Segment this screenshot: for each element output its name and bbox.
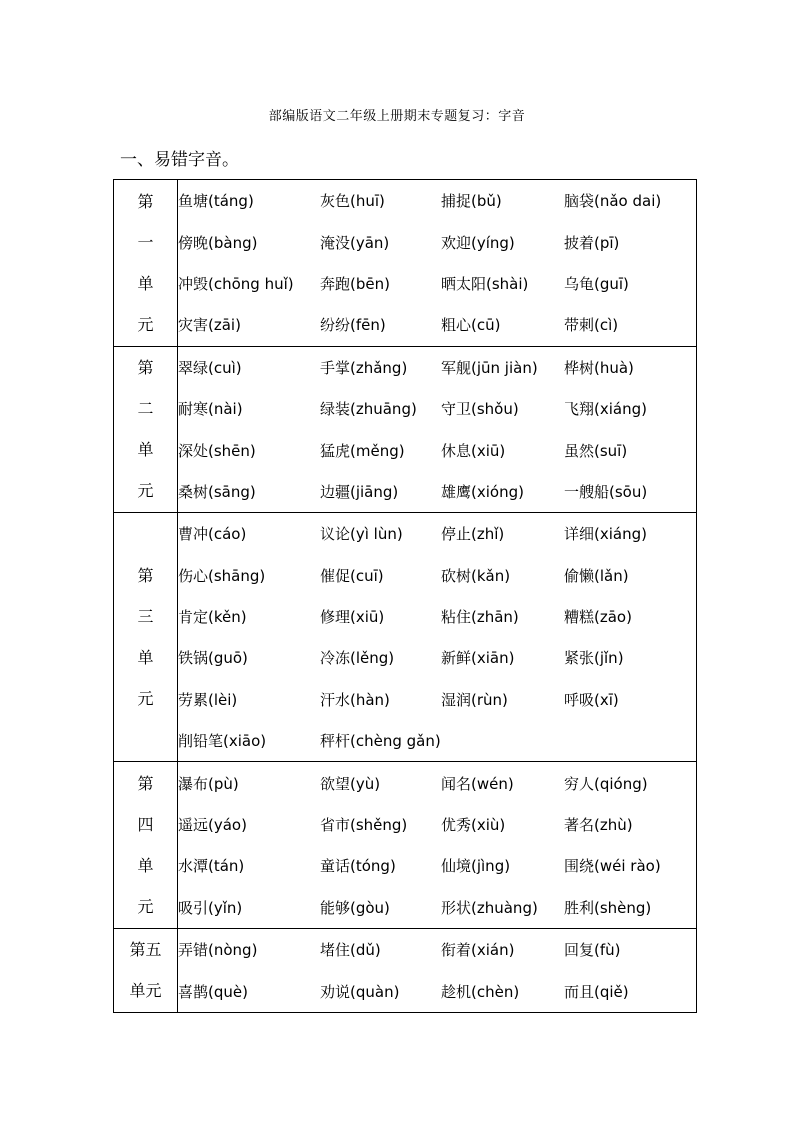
vocab-word: 形状(zhuàng) (441, 898, 538, 917)
vocab-word: 冷冻(lěng) (320, 649, 395, 668)
section-heading: 一、易错字音。 (120, 150, 239, 170)
vocab-word: 削铅笔(xiāo) (178, 732, 267, 751)
vocab-word: 军舰(jūn jiàn) (441, 358, 538, 377)
vocab-word: 边疆(jiāng) (320, 482, 399, 501)
vocab-word: 绿装(zhuāng) (320, 400, 417, 419)
vocab-word: 紧张(jǐn) (564, 649, 624, 668)
unit-words (178, 180, 697, 347)
unit-label-char: 元 (137, 897, 154, 917)
vocab-word: 淹没(yān) (320, 233, 390, 252)
unit-label-char: 元 (137, 481, 154, 501)
vocab-word: 桦树(huà) (564, 358, 634, 377)
unit-label (114, 929, 178, 1013)
vocab-word: 停止(zhǐ) (441, 525, 505, 544)
vocab-word: 奔跑(bēn) (320, 274, 390, 293)
unit-row-1 (114, 180, 697, 347)
unit-label-char: 第 (137, 566, 154, 586)
page-title: 部编版语文二年级上册期末专题复习：字音 (268, 109, 526, 124)
unit-label (114, 180, 178, 347)
vocab-word: 闻名(wén) (441, 774, 514, 793)
unit-label-char: 单 (137, 273, 154, 293)
vocab-word: 遥远(yáo) (178, 816, 247, 835)
vocab-table (113, 179, 697, 1013)
vocab-word: 披着(pī) (564, 233, 620, 252)
unit-label-char: 三 (137, 607, 154, 627)
unit-label-char: 单 (137, 856, 154, 876)
unit-label-char: 第五 (129, 940, 162, 960)
vocab-word: 粘住(zhān) (441, 608, 519, 627)
unit-words (178, 929, 697, 1013)
vocab-word: 休息(xiū) (441, 441, 506, 460)
unit-words (178, 513, 697, 762)
vocab-word: 灾害(zāi) (178, 316, 241, 335)
vocab-word: 手掌(zhǎng) (320, 358, 408, 377)
vocab-word: 童话(tóng) (320, 857, 396, 876)
vocab-word: 欢迎(yíng) (441, 233, 515, 252)
vocab-word: 劝说(quàn) (320, 982, 400, 1001)
vocab-word: 催促(cuī) (320, 566, 384, 585)
vocab-word: 优秀(xiù) (441, 816, 506, 835)
vocab-word: 肯定(kěn) (178, 608, 247, 627)
vocab-word: 呼吸(xī) (564, 690, 619, 709)
unit-words (178, 762, 697, 929)
vocab-word: 糟糕(zāo) (564, 608, 632, 627)
vocab-word: 衔着(xián) (441, 941, 515, 960)
unit-label (114, 346, 178, 513)
vocab-word: 脑袋(nǎo dai) (564, 192, 662, 211)
vocab-word: 欲望(yù) (320, 774, 381, 793)
vocab-word: 劳累(lèi) (178, 690, 238, 709)
unit-label-char: 第 (137, 358, 154, 378)
vocab-word: 乌龟(guī) (564, 274, 629, 293)
vocab-word: 回复(fù) (564, 941, 621, 960)
unit-label-char: 单元 (129, 981, 162, 1001)
vocab-word: 汗水(hàn) (320, 690, 390, 709)
vocab-word: 伤心(shāng) (178, 566, 266, 585)
vocab-word: 堵住(dǔ) (320, 941, 381, 960)
unit-label-char: 元 (137, 314, 154, 334)
unit-label-char: 一 (137, 232, 154, 252)
vocab-word: 水潭(tán) (178, 857, 245, 876)
vocab-word: 弄错(nòng) (178, 941, 258, 960)
vocab-word: 深处(shēn) (178, 441, 256, 460)
vocab-word: 虽然(suī) (564, 441, 628, 460)
vocab-word: 守卫(shǒu) (441, 400, 519, 419)
vocab-word: 翠绿(cuì) (178, 358, 242, 377)
vocab-word: 而且(qiě) (564, 982, 629, 1001)
vocab-word: 粗心(cū) (441, 316, 501, 335)
vocab-word: 趁机(chèn) (441, 982, 520, 1001)
vocab-word: 修理(xiū) (320, 608, 385, 627)
unit-row-2 (114, 346, 697, 513)
vocab-word: 议论(yì lùn) (320, 525, 403, 544)
vocab-word: 捕捉(bǔ) (441, 192, 502, 211)
vocab-word: 傍晚(bàng) (178, 233, 258, 252)
vocab-word: 雄鹰(xióng) (441, 482, 524, 501)
vocab-word: 穷人(qióng) (564, 774, 648, 793)
vocab-word: 飞翔(xiáng) (564, 400, 647, 419)
unit-label-char: 四 (137, 815, 154, 835)
vocab-word: 详细(xiáng) (564, 525, 647, 544)
vocab-word: 喜鹊(què) (178, 982, 248, 1001)
unit-label-char (114, 719, 177, 760)
vocab-word: 偷懒(lǎn) (564, 566, 629, 585)
vocab-word: 省市(shěng) (320, 816, 408, 835)
vocab-word: 吸引(yǐn) (178, 898, 243, 917)
vocab-word: 围绕(wéi rào) (564, 857, 661, 876)
vocab-word: 曹冲(cáo) (178, 525, 247, 544)
unit-row-5 (114, 929, 697, 1013)
unit-words (178, 346, 697, 513)
vocab-word: 著名(zhù) (564, 816, 633, 835)
unit-label-char: 第 (137, 191, 154, 211)
unit-label-char (114, 514, 177, 555)
vocab-word: 砍树(kǎn) (441, 566, 511, 585)
vocab-word: 新鲜(xiān) (441, 649, 515, 668)
unit-row-3 (114, 513, 697, 762)
vocab-word: 秤杆(chèng gǎn) (320, 732, 441, 751)
vocab-word: 湿润(rùn) (441, 690, 508, 709)
vocab-word: 一艘船(sōu) (564, 482, 648, 501)
unit-label-char: 单 (137, 440, 154, 460)
unit-label-char: 第 (137, 774, 154, 794)
vocab-word: 仙境(jìng) (441, 857, 511, 876)
vocab-word: 能够(gòu) (320, 898, 390, 917)
vocab-word: 耐寒(nài) (178, 400, 243, 419)
vocab-word: 胜利(shèng) (564, 898, 652, 917)
unit-label-char: 二 (137, 399, 154, 419)
unit-row-4 (114, 762, 697, 929)
vocab-word: 鱼塘(táng) (178, 192, 254, 211)
vocab-word: 纷纷(fēn) (320, 316, 386, 335)
vocab-word: 铁锅(guō) (178, 649, 248, 668)
unit-label-char: 单 (137, 648, 154, 668)
vocab-word: 猛虎(měng) (320, 441, 405, 460)
unit-label (114, 762, 178, 929)
vocab-word: 带刺(cì) (564, 316, 619, 335)
unit-label (114, 513, 178, 762)
vocab-word: 瀑布(pù) (178, 774, 239, 793)
vocab-word: 晒太阳(shài) (441, 274, 529, 293)
vocab-word: 桑树(sāng) (178, 482, 256, 501)
vocab-word: 灰色(huī) (320, 192, 385, 211)
vocab-word: 冲毁(chōng huǐ) (178, 274, 294, 293)
unit-label-char: 元 (137, 689, 154, 709)
